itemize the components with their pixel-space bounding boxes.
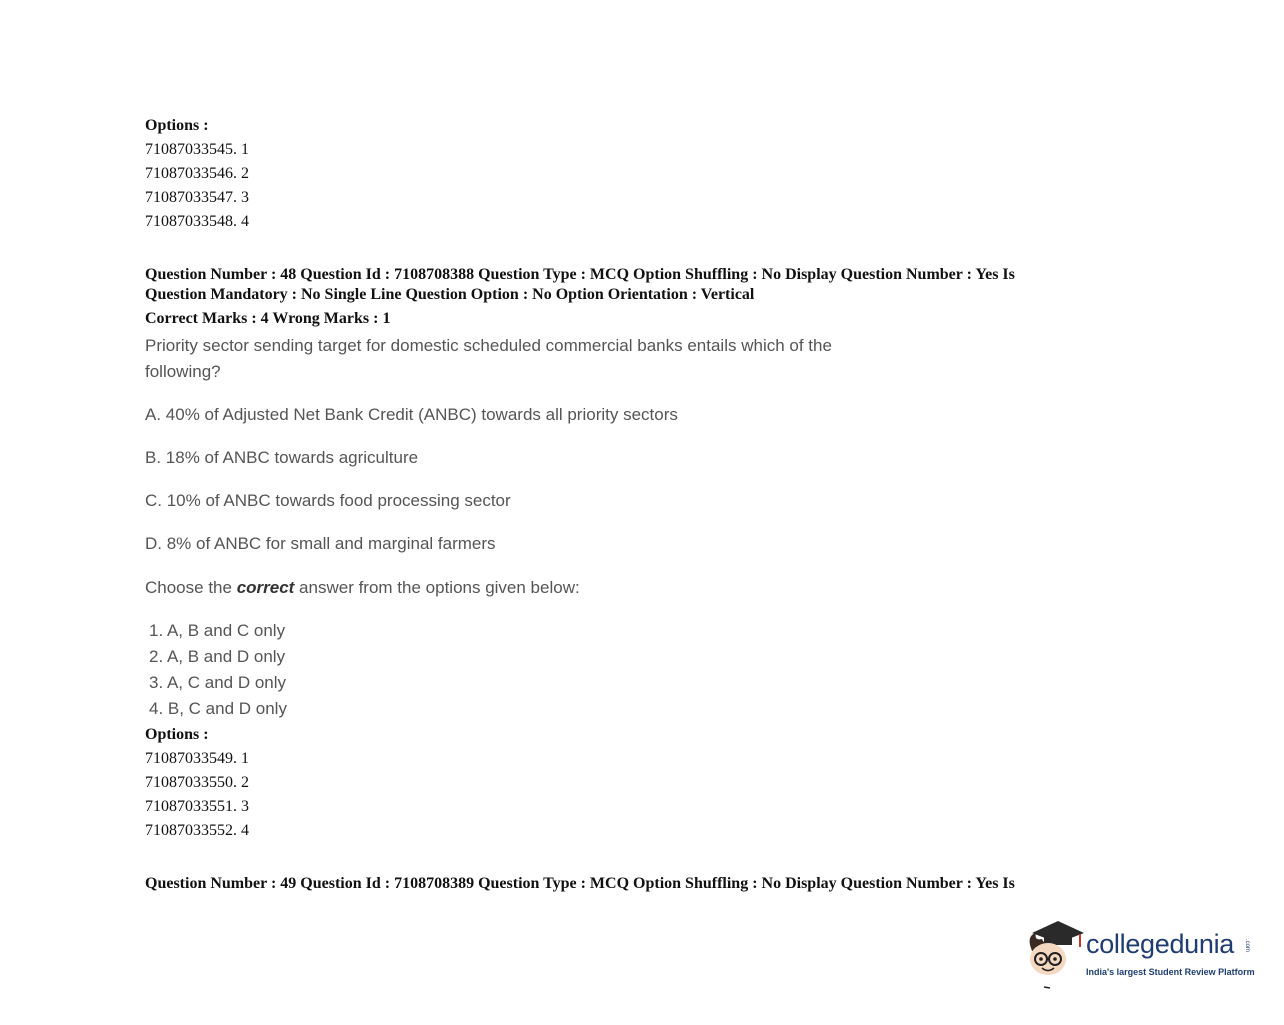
answer-choice: 2. A, B and D only xyxy=(149,647,286,666)
answer-choice: 1. A, B and C only xyxy=(149,621,286,640)
question-meta-line: Question Mandatory : No Single Line Question Option : No Option Orientation : Vertical xyxy=(145,286,755,303)
option-id: 71087033545. 1 xyxy=(145,141,249,158)
option-id: 71087033551. 3 xyxy=(145,798,249,815)
instruction-emphasis: correct xyxy=(236,578,295,597)
option-id: 71087033552. 4 xyxy=(145,822,249,839)
mascot-icon xyxy=(1022,915,1086,995)
options-heading: Options : xyxy=(145,117,209,134)
logo-wordmark: collegedunia xyxy=(1086,929,1235,959)
option-id: 71087033548. 4 xyxy=(145,213,249,230)
question-text: following? xyxy=(145,362,221,381)
question-text: Priority sector sending target for domestic scheduled commercial banks entails which of the xyxy=(145,336,832,355)
instruction-line xyxy=(145,578,580,598)
logo-domain-suffix: .com xyxy=(1244,939,1250,953)
option-id: 71087033547. 3 xyxy=(145,189,249,206)
question-meta-line: Question Number : 49 Question Id : 7108708389 Question Type : MCQ Option Shuffling : No Display Question Number : Yes Is xyxy=(145,875,1015,892)
instruction-suffix: answer from the options given below: xyxy=(294,578,580,597)
statement-item: C. 10% of ANBC towards food processing sector xyxy=(145,491,511,510)
options-heading: Options : xyxy=(145,726,209,743)
option-id: 71087033550. 2 xyxy=(145,774,249,791)
answer-choice: 3. A, C and D only xyxy=(149,673,287,692)
statement-item: A. 40% of Adjusted Net Bank Credit (ANBC) towards all priority sectors xyxy=(145,405,678,424)
marks-line: Correct Marks : 4 Wrong Marks : 1 xyxy=(145,310,391,327)
collegedunia-logo xyxy=(1022,915,1262,995)
option-id: 71087033546. 2 xyxy=(145,165,249,182)
answer-choice: 4. B, C and D only xyxy=(149,699,287,718)
option-id: 71087033549. 1 xyxy=(145,750,249,767)
logo-tagline: India's largest Student Review Platform xyxy=(1086,967,1255,977)
statement-item: D. 8% of ANBC for small and marginal farmers xyxy=(145,534,496,553)
instruction-prefix: Choose the xyxy=(145,578,237,597)
statement-item: B. 18% of ANBC towards agriculture xyxy=(145,448,419,467)
question-meta-line: Question Number : 48 Question Id : 7108708388 Question Type : MCQ Option Shuffling : No Display Question Number : Yes Is xyxy=(145,266,1015,283)
